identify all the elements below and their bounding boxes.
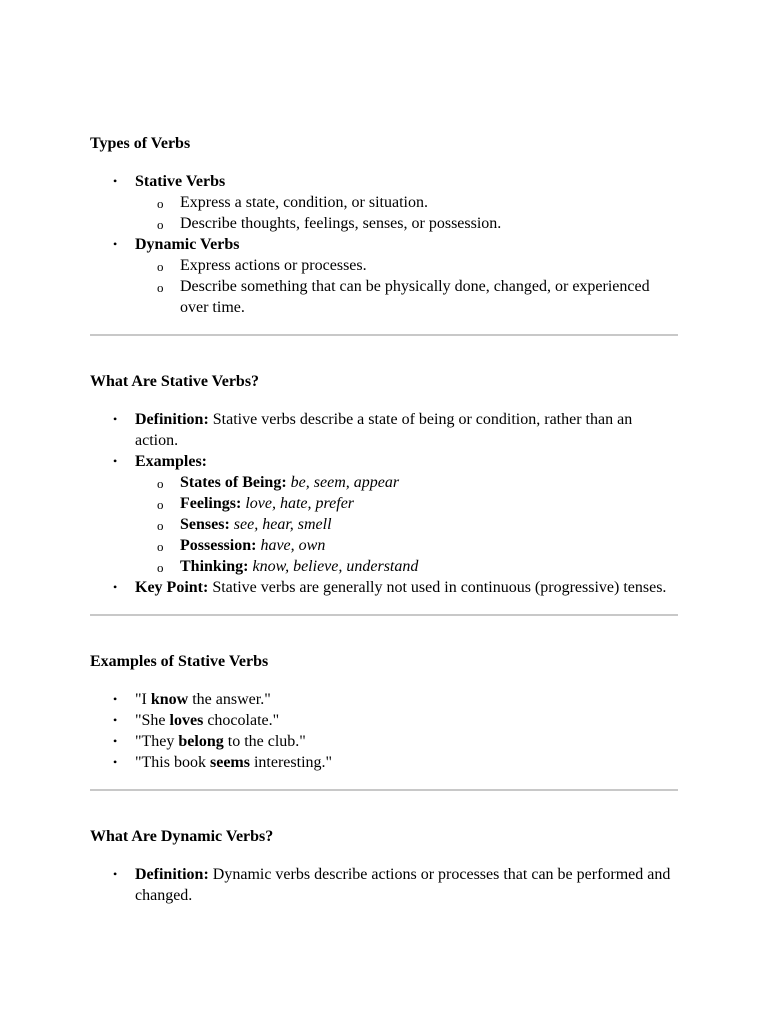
list-item xyxy=(90,752,678,773)
example-words: know, believe, understand xyxy=(252,558,419,575)
sentence-text: "I xyxy=(135,691,151,708)
example-category-label: Feelings: xyxy=(180,495,242,512)
list-item-definition xyxy=(90,409,678,451)
key-point-text: Stative verbs are generally not used in continuous (progressive) tenses. xyxy=(208,579,667,596)
stative-definition-list xyxy=(90,409,678,598)
sentence-text: chocolate." xyxy=(203,712,280,729)
list-item xyxy=(135,556,678,577)
sentence-text: "They xyxy=(135,733,179,750)
bullet-icon: • xyxy=(113,580,118,594)
circle-bullet-icon: o xyxy=(157,539,164,554)
stative-sublist xyxy=(135,192,678,234)
list-item-definition xyxy=(90,864,678,906)
example-words: have, own xyxy=(260,537,326,554)
list-item-text: Express actions or processes. xyxy=(180,257,367,274)
sentence-text: the answer." xyxy=(188,691,271,708)
list-item xyxy=(90,731,678,752)
bullet-icon: • xyxy=(113,454,118,468)
definition-label: Definition: xyxy=(135,411,209,428)
bullet-icon: • xyxy=(113,237,118,251)
verb-highlight: seems xyxy=(209,754,250,771)
types-list xyxy=(90,171,678,318)
circle-bullet-icon: o xyxy=(157,280,164,295)
bullet-icon: • xyxy=(113,734,118,748)
definition-text: Stative verbs describe a state of being or condition, rather than an action. xyxy=(135,411,633,449)
list-item-key-point xyxy=(90,577,678,598)
examples-sublist xyxy=(135,472,678,577)
example-words: love, hate, prefer xyxy=(245,495,355,512)
list-item-text: Express a state, condition, or situation. xyxy=(180,194,428,211)
list-item xyxy=(135,192,678,213)
list-item-examples xyxy=(90,451,678,577)
list-item xyxy=(135,472,678,493)
heading-types-of-verbs: Types of Verbs xyxy=(90,135,191,152)
bullet-icon: • xyxy=(113,174,118,188)
sentence-text: "She xyxy=(135,712,170,729)
examples-label: Examples: xyxy=(135,453,207,470)
bullet-icon: • xyxy=(113,692,118,706)
list-item xyxy=(135,514,678,535)
document-page xyxy=(90,133,678,906)
verb-highlight: belong xyxy=(178,733,224,750)
bullet-icon: • xyxy=(113,412,118,426)
circle-bullet-icon: o xyxy=(157,259,164,274)
list-item xyxy=(135,535,678,556)
list-item xyxy=(135,276,678,318)
list-item xyxy=(135,493,678,514)
examples-list xyxy=(90,689,678,773)
circle-bullet-icon: o xyxy=(157,497,164,512)
stative-verbs-label: Stative Verbs xyxy=(135,173,226,190)
divider xyxy=(90,614,678,616)
list-item xyxy=(90,689,678,710)
bullet-icon: • xyxy=(113,713,118,727)
list-item xyxy=(135,255,678,276)
heading-what-are-stative-verbs: What Are Stative Verbs? xyxy=(90,373,260,390)
dynamic-verbs-label: Dynamic Verbs xyxy=(135,236,240,253)
list-item xyxy=(90,710,678,731)
dynamic-sublist xyxy=(135,255,678,318)
verb-highlight: loves xyxy=(169,712,204,729)
example-category-label: Thinking: xyxy=(180,558,249,575)
definition-label: Definition: xyxy=(135,866,209,883)
example-words: see, hear, smell xyxy=(233,516,332,533)
verb-highlight: know xyxy=(150,691,189,708)
definition-text: Dynamic verbs describe actions or processes that can be performed and changed. xyxy=(135,866,671,904)
dynamic-definition-list xyxy=(90,864,678,906)
circle-bullet-icon: o xyxy=(157,560,164,575)
example-words: be, seem, appear xyxy=(290,474,400,491)
divider xyxy=(90,789,678,791)
bullet-icon: • xyxy=(113,867,118,881)
heading-what-are-dynamic-verbs: What Are Dynamic Verbs? xyxy=(90,828,274,845)
list-item xyxy=(135,213,678,234)
list-item-text: Describe something that can be physically done, changed, or experienced over time. xyxy=(180,278,650,316)
list-item-stative xyxy=(90,171,678,234)
bullet-icon: • xyxy=(113,755,118,769)
sentence-text: "This book xyxy=(135,754,210,771)
example-category-label: Senses: xyxy=(180,516,230,533)
key-point-label: Key Point: xyxy=(135,579,209,596)
heading-examples-of-stative-verbs: Examples of Stative Verbs xyxy=(90,653,269,670)
list-item-dynamic xyxy=(90,234,678,318)
sentence-text: interesting." xyxy=(249,754,333,771)
sentence-text: to the club." xyxy=(223,733,306,750)
example-category-label: States of Being: xyxy=(180,474,287,491)
example-category-label: Possession: xyxy=(180,537,257,554)
circle-bullet-icon: o xyxy=(157,476,164,491)
divider xyxy=(90,334,678,336)
circle-bullet-icon: o xyxy=(157,196,164,211)
circle-bullet-icon: o xyxy=(157,518,164,533)
circle-bullet-icon: o xyxy=(157,217,164,232)
list-item-text: Describe thoughts, feelings, senses, or possession. xyxy=(180,215,502,232)
